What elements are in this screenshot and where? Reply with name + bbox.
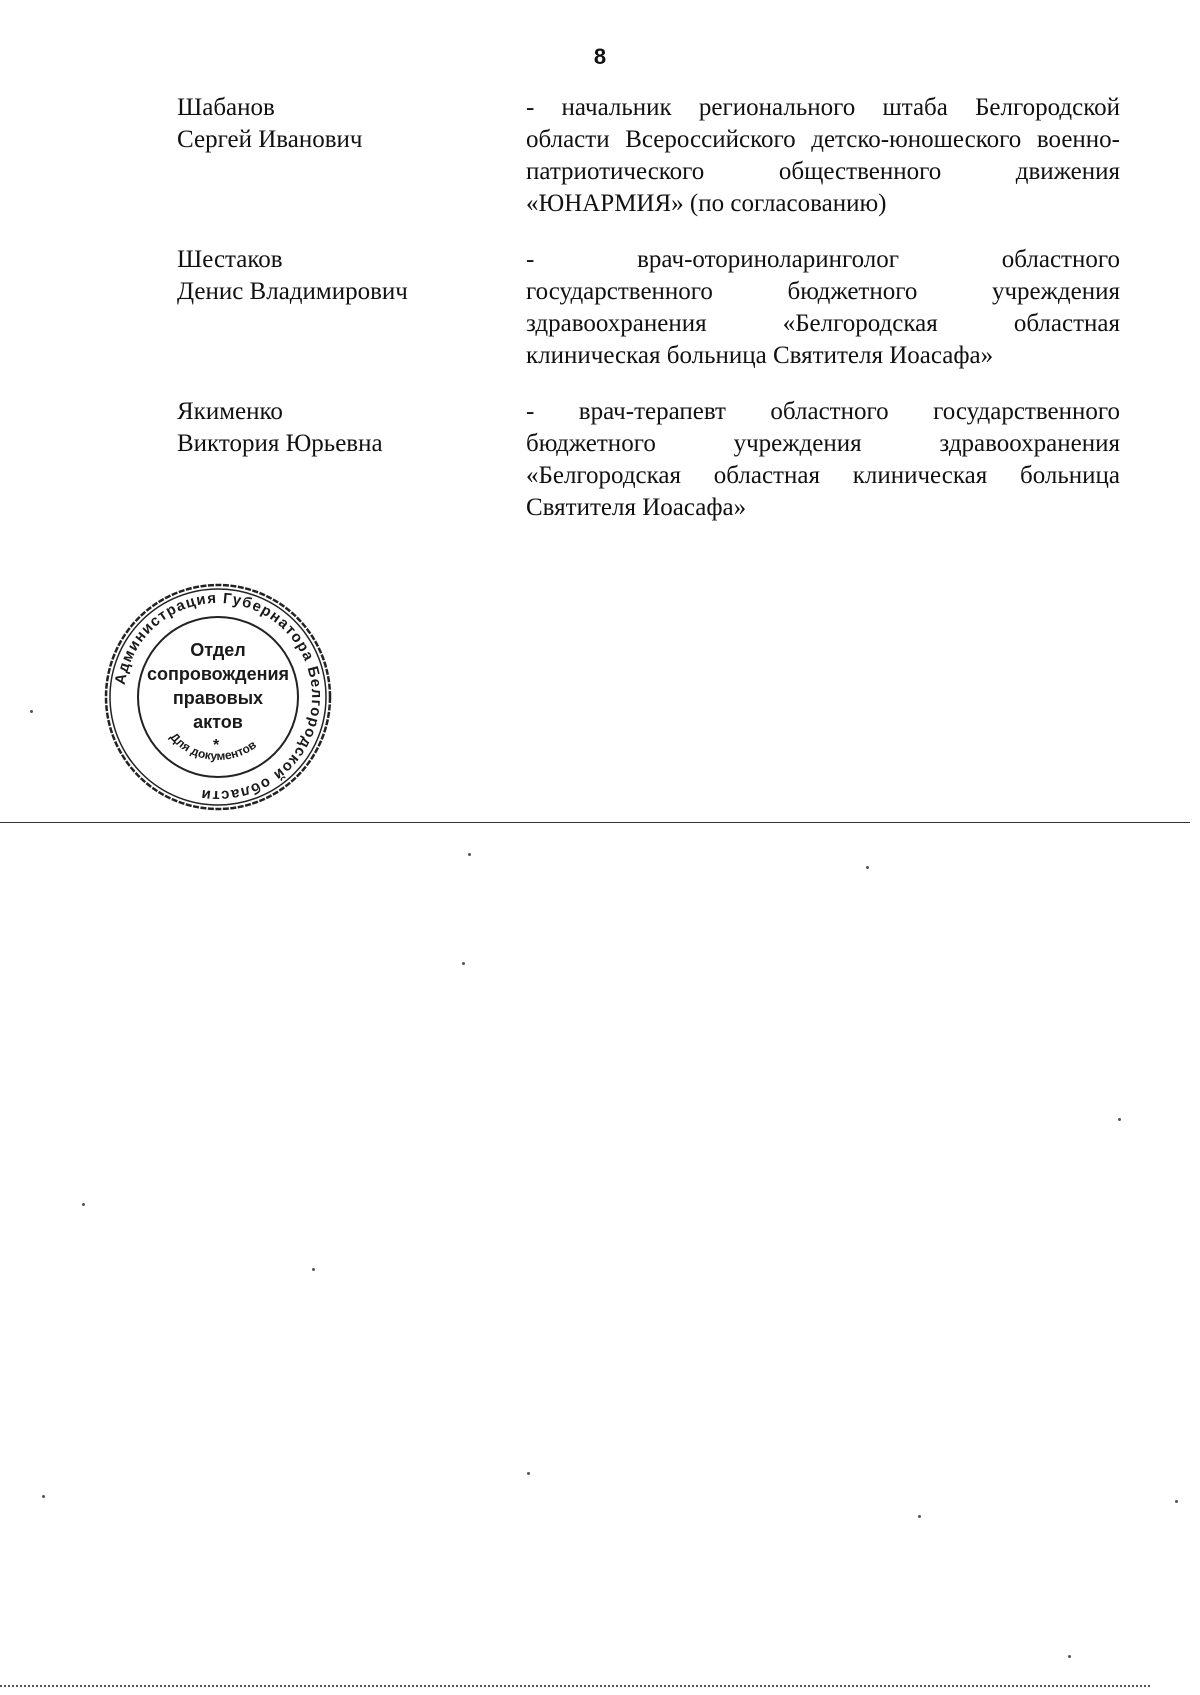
scan-speck: [312, 1268, 315, 1271]
member-row: [177, 244, 1120, 372]
member-name: [177, 244, 526, 372]
scan-speck: [918, 1515, 921, 1518]
member-name: [177, 396, 526, 524]
member-name: [177, 92, 526, 220]
scan-speck: [82, 1203, 85, 1206]
member-row: [177, 396, 1120, 524]
member-given-names: Сергей Иванович: [177, 126, 363, 153]
member-given-names: Денис Владимирович: [177, 278, 408, 305]
stamp-center-line: сопровождения: [146, 664, 290, 684]
stamp-center-line: Отдел: [190, 640, 246, 660]
scan-speck: [462, 962, 465, 965]
stamp-center-line: правовых: [172, 688, 264, 708]
member-surname: Якименко: [177, 398, 283, 425]
horizontal-rule: [0, 822, 1190, 823]
stamp-outer-text: Администрация Губернатора Белгородской области: [111, 589, 326, 805]
member-surname: Шабанов: [177, 94, 275, 121]
scan-speck: [1175, 1500, 1178, 1503]
member-role: - врач-терапевт областного государственного бюджетного учреждения здравоохранения «Белгородская областная клиническая больница Святителя Иоасафа»: [526, 398, 1120, 521]
stamp-center-text: [139, 638, 297, 756]
member-given-names: Виктория Юрьевна: [177, 430, 383, 457]
scan-speck: [30, 710, 33, 713]
scan-speck: [1118, 1118, 1121, 1121]
footer-dotted-rule: [0, 1685, 1150, 1687]
stamp-inner-text: Для документов: [167, 729, 259, 764]
scan-speck: [527, 1472, 530, 1475]
scan-speck: [42, 1495, 45, 1498]
member-list: [177, 92, 1120, 548]
scan-speck: [866, 866, 869, 869]
official-stamp: [103, 582, 333, 812]
member-role: - начальник регионального штаба Белгородской области Всероссийского детско-юношеского военно-патриотического общественного движения «ЮНАРМИЯ» (по согласованию): [526, 94, 1120, 217]
member-surname: Шестаков: [177, 246, 283, 273]
stamp-star: *: [213, 737, 220, 754]
scan-speck: [1068, 1655, 1071, 1658]
member-row: [177, 92, 1120, 220]
page-number: 8: [593, 44, 607, 69]
scan-speck: [468, 853, 471, 856]
stamp-center-line: актов: [193, 712, 243, 732]
member-role: - врач-оториноларинголог областного государственного бюджетного учреждения здравоохранения «Белгородская областная клиническая больница Святителя Иоасафа»: [526, 246, 1120, 369]
